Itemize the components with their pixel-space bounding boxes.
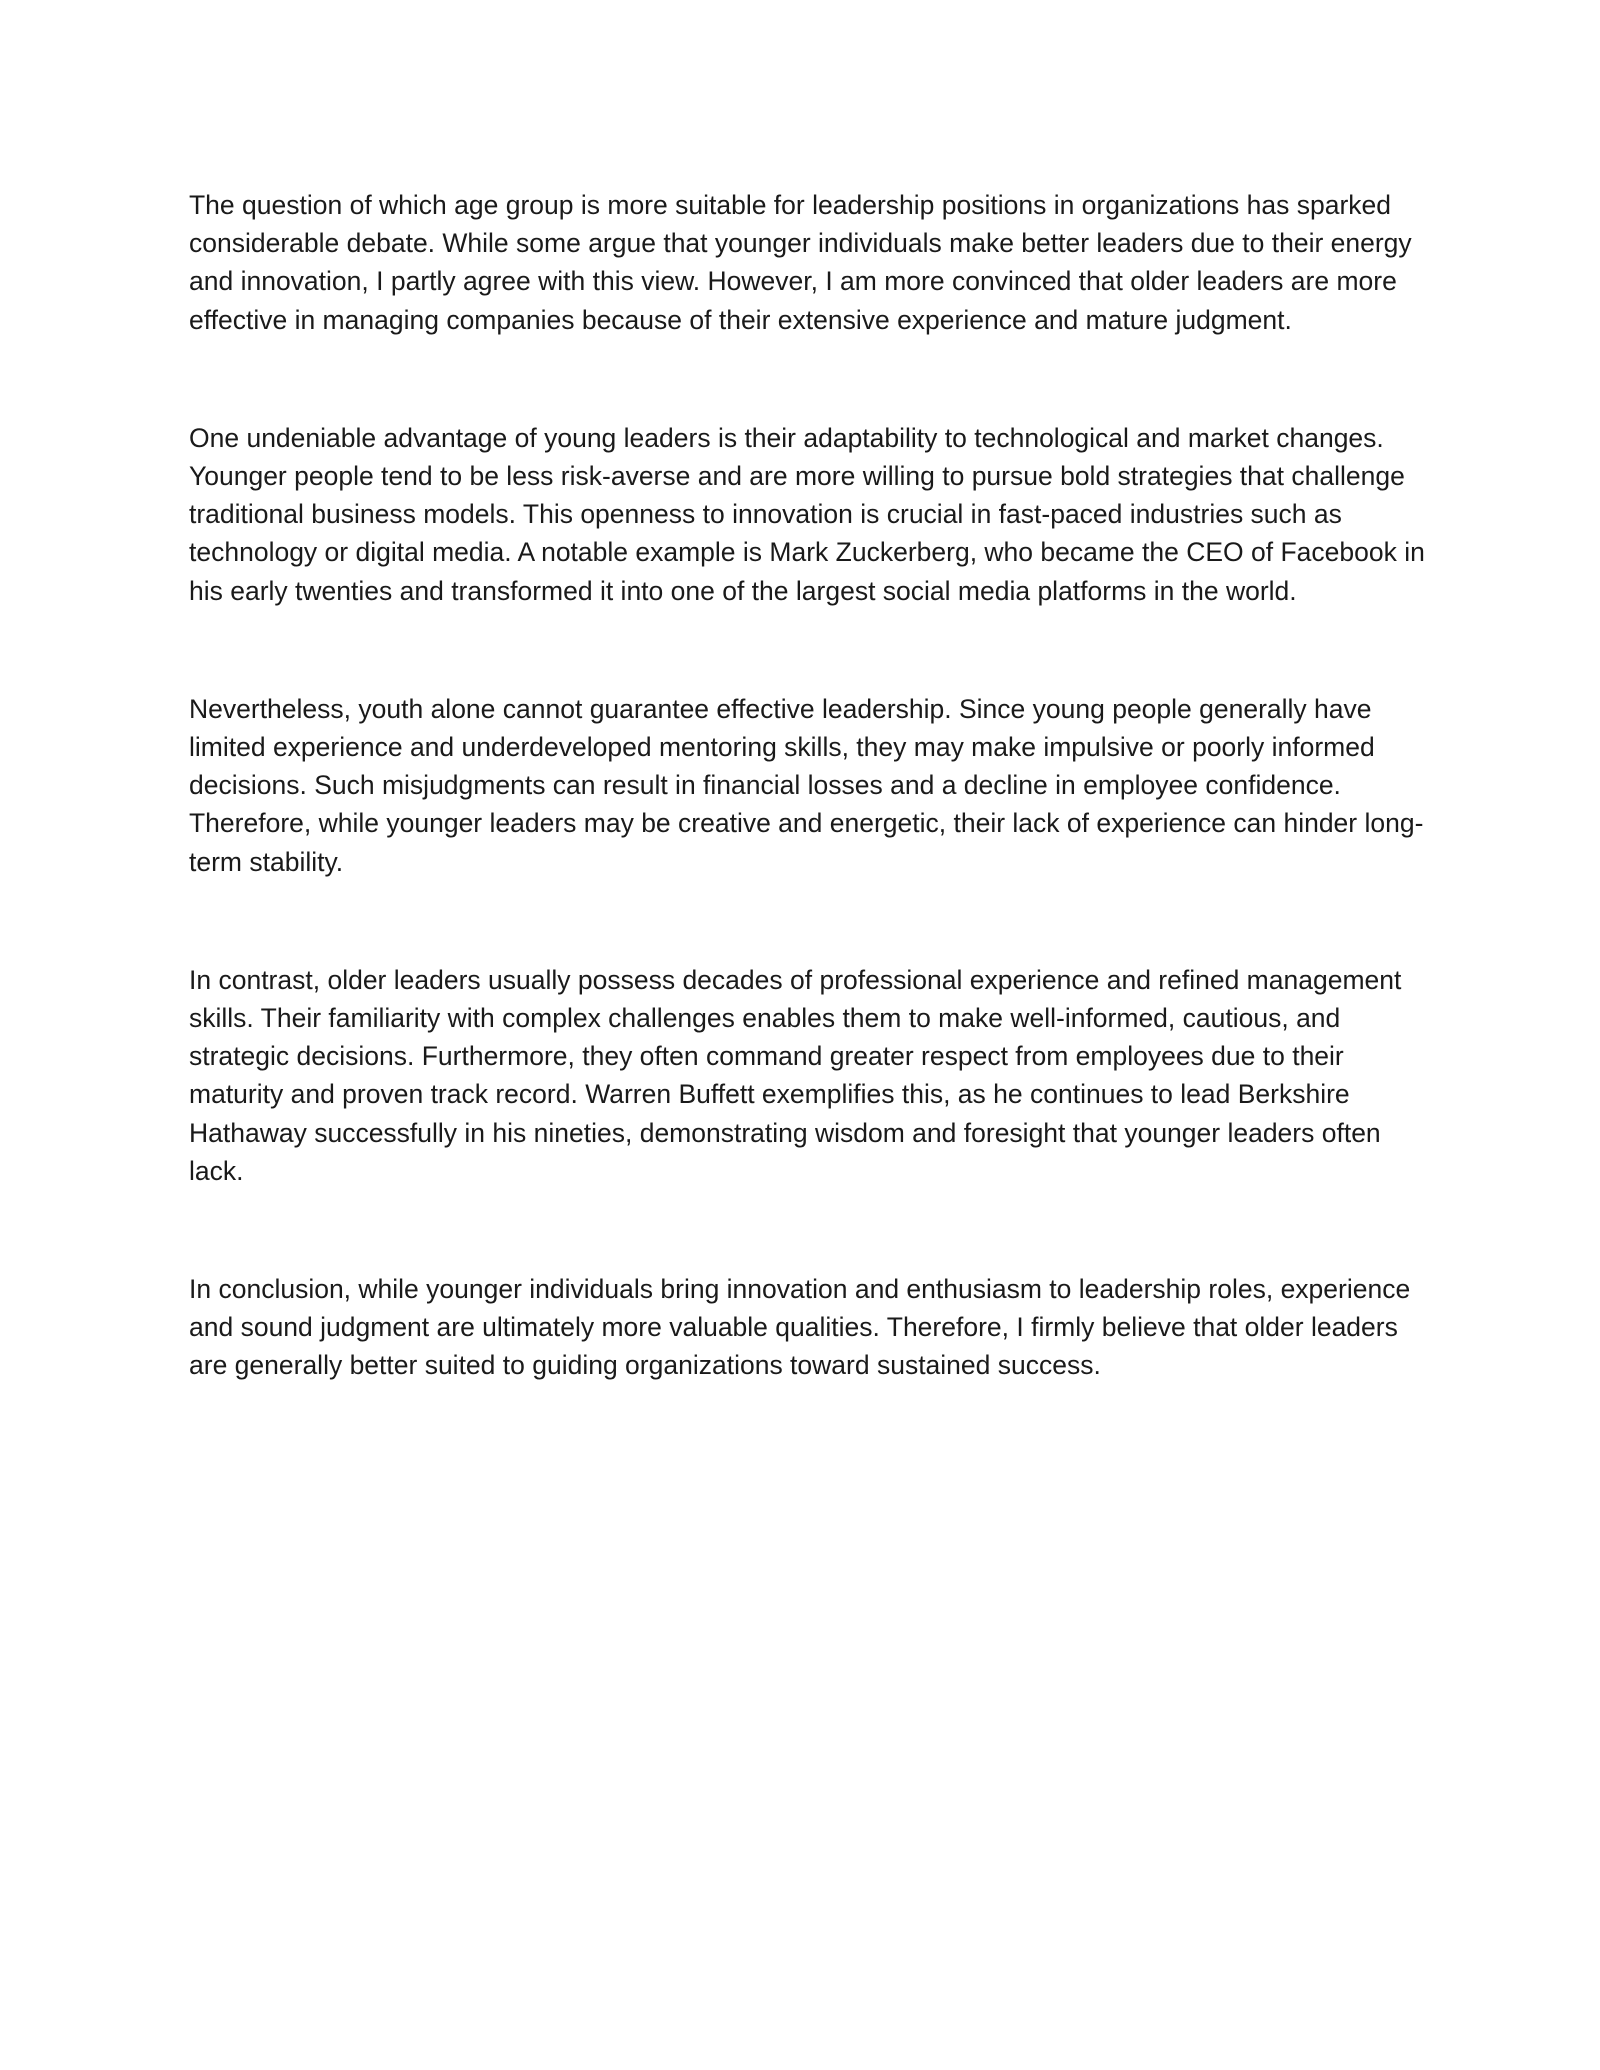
paragraph-older-leaders: In contrast, older leaders usually possess decades of professional experience and refined management skills. Their familiarity with complex challenges enables them to make well-informed, cautious, and strategic decisions. Furthermore, they often command greater respect from employees due to their maturity and proven track record. Warren Buffett exemplifies this, as he continues to lead Berkshire Hathaway successfully in his nineties, demonstrating wisdom and foresight that younger leaders often lack.	[189, 964, 1402, 1186]
paragraph-conclusion: In conclusion, while younger individuals bring innovation and enthusiasm to leadership roles, experience and sound judgment are ultimately more valuable qualities. Therefore, I firmly believe that older leaders are generally better suited to guiding organizations toward sustained success.	[189, 1274, 1411, 1381]
document-body	[189, 186, 1429, 1465]
paragraph-introduction: The question of which age group is more suitable for leadership positions in organizations has sparked considerable debate. While some argue that younger individuals make better leaders due to their energy and innovation, I partly agree with this view. However, I am more convinced that older leaders are more effective in managing companies because of their extensive experience and mature judgment.	[189, 190, 1412, 335]
paragraph-youth-limitations: Nevertheless, youth alone cannot guarantee effective leadership. Since young people generally have limited experience and underdeveloped mentoring skills, they may make impulsive or poorly informed decisions. Such misjudgments can result in financial losses and a decline in employee confidence. Therefore, while younger leaders may be creative and energetic, their lack of experience can hinder long-term stability.	[189, 693, 1424, 877]
paragraph-young-leaders-advantage: One undeniable advantage of young leaders is their adaptability to technological and market changes. Younger people tend to be less risk-averse and are more willing to pursue bold strategies that challenge traditional business models. This openness to innovation is crucial in fast-paced industries such as technology or digital media. A notable example is Mark Zuckerberg, who became the CEO of Facebook in his early twenties and transformed it into one of the largest social media platforms in the world.	[189, 422, 1425, 606]
